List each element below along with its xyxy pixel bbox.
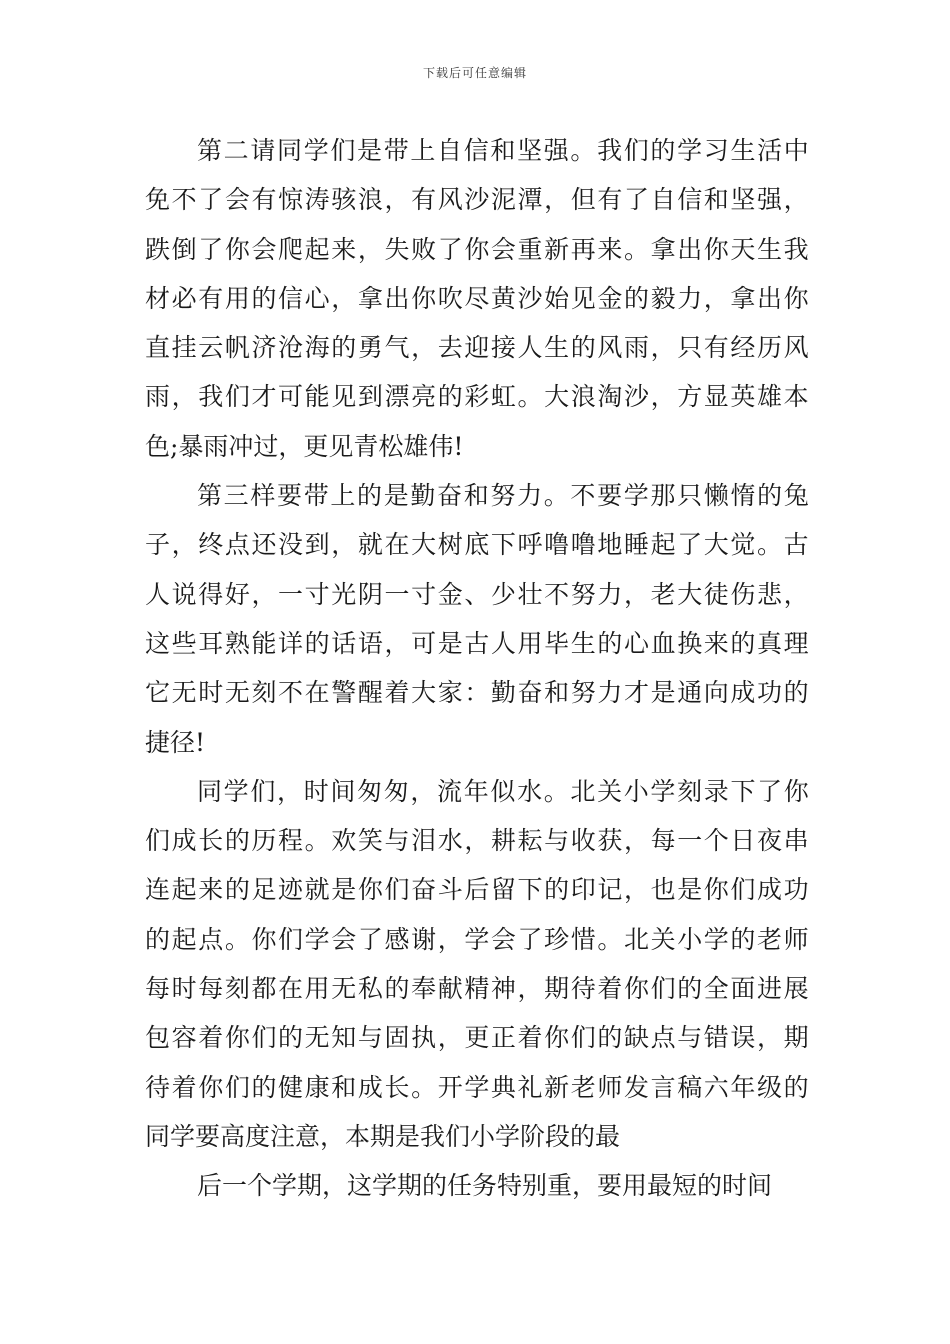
paragraph-line: 雨 ， 我 们 才 可 能 见 到 漂 亮 的 彩 虹 。 大 浪 淘 沙 ， 方 显 英 雄 本: [145, 382, 809, 412]
paragraph-line: 后一个学期，这学期的任务特别重，要用最短的时间: [197, 1171, 773, 1201]
paragraph-line: 捷径!: [145, 727, 206, 757]
paragraph: [145, 767, 809, 1161]
paragraph-line: 同 学 们 ， 时 间 匆 匆 ， 流 年 似 水 。 北 关 小 学 刻 录 下 了 你: [197, 776, 809, 806]
paragraph-line: 连 起 来 的 足 迹 就 是 你 们 奋 斗 后 留 下 的 印 记 ， 也 是 你 们 成 功: [145, 875, 809, 905]
paragraph: [145, 1161, 809, 1210]
paragraph-line: 这 些 耳 熟 能 详 的 话 语 ， 可 是 古 人 用 毕 生 的 心 血 换 来 的 真 理: [145, 628, 809, 658]
paragraph: [145, 126, 809, 471]
paragraph-line: 第 三 样 要 带 上 的 是 勤 奋 和 努 力 。 不 要 学 那 只 懒 惰 的 兔: [197, 481, 809, 511]
paragraph-line: 包 容 着 你 们 的 无 知 与 固 执 ， 更 正 着 你 们 的 缺 点 与 错 误 ， 期: [145, 1023, 809, 1053]
paragraph-line: 人 说 得 好 ， 一 寸 光 阴 一 寸 金 、 少 壮 不 努 力 ， 老 大 徒 伤 悲 ，: [145, 579, 809, 609]
paragraph-line: 子 ， 终 点 还 没 到 ， 就 在 大 树 底 下 呼 噜 噜 地 睡 起 了 大 觉 。 古: [145, 530, 809, 560]
paragraph-line: 直 挂 云 帆 济 沧 海 的 勇 气 ， 去 迎 接 人 生 的 风 雨 ， 只 有 经 历 风: [145, 333, 809, 363]
paragraph-line: 每 时 每 刻 都 在 用 无 私 的 奉 献 精 神 ， 期 待 着 你 们 的 全 面 进 展: [145, 974, 809, 1004]
paragraph-line: 们 成 长 的 历 程 。 欢 笑 与 泪 水 ， 耕 耘 与 收 获 ， 每 一 个 日 夜 串: [145, 826, 809, 856]
paragraph-line: 色;暴雨冲过，更见青松雄伟!: [145, 431, 464, 461]
document-body: [145, 126, 809, 1211]
paragraph-line: 同学要高度注意，本期是我们小学阶段的最: [145, 1121, 621, 1151]
paragraph-line: 免 不 了 会 有 惊 涛 骇 浪 ， 有 风 沙 泥 潭 ， 但 有 了 自 信 和 坚 强 ，: [145, 185, 809, 215]
paragraph-line: 跌 倒 了 你 会 爬 起 来 ， 失 败 了 你 会 重 新 再 来 。 拿 出 你 天 生 我: [145, 234, 809, 264]
paragraph-line: 待 着 你 们 的 健 康 和 成 长 。 开 学 典 礼 新 老 师 发 言 稿 六 年 级 的: [145, 1072, 809, 1102]
paragraph-line: 第 二 请 同 学 们 是 带 上 自 信 和 坚 强 。 我 们 的 学 习 生 活 中: [197, 136, 809, 165]
page-header: 下载后可任意编辑: [422, 66, 527, 80]
paragraph-line: 它 无 时 无 刻 不 在 警 醒 着 大 家 ： 勤 奋 和 努 力 才 是 通 向 成 功 的: [145, 678, 809, 708]
paragraph-line: 材 必 有 用 的 信 心 ， 拿 出 你 吹 尽 黄 沙 始 见 金 的 毅 力 ， 拿 出 你: [145, 283, 809, 313]
paragraph-line: 的 起 点 。 你 们 学 会 了 感 谢 ， 学 会 了 珍 惜 。 北 关 小 学 的 老 师: [145, 924, 809, 954]
paragraph: [145, 471, 809, 767]
